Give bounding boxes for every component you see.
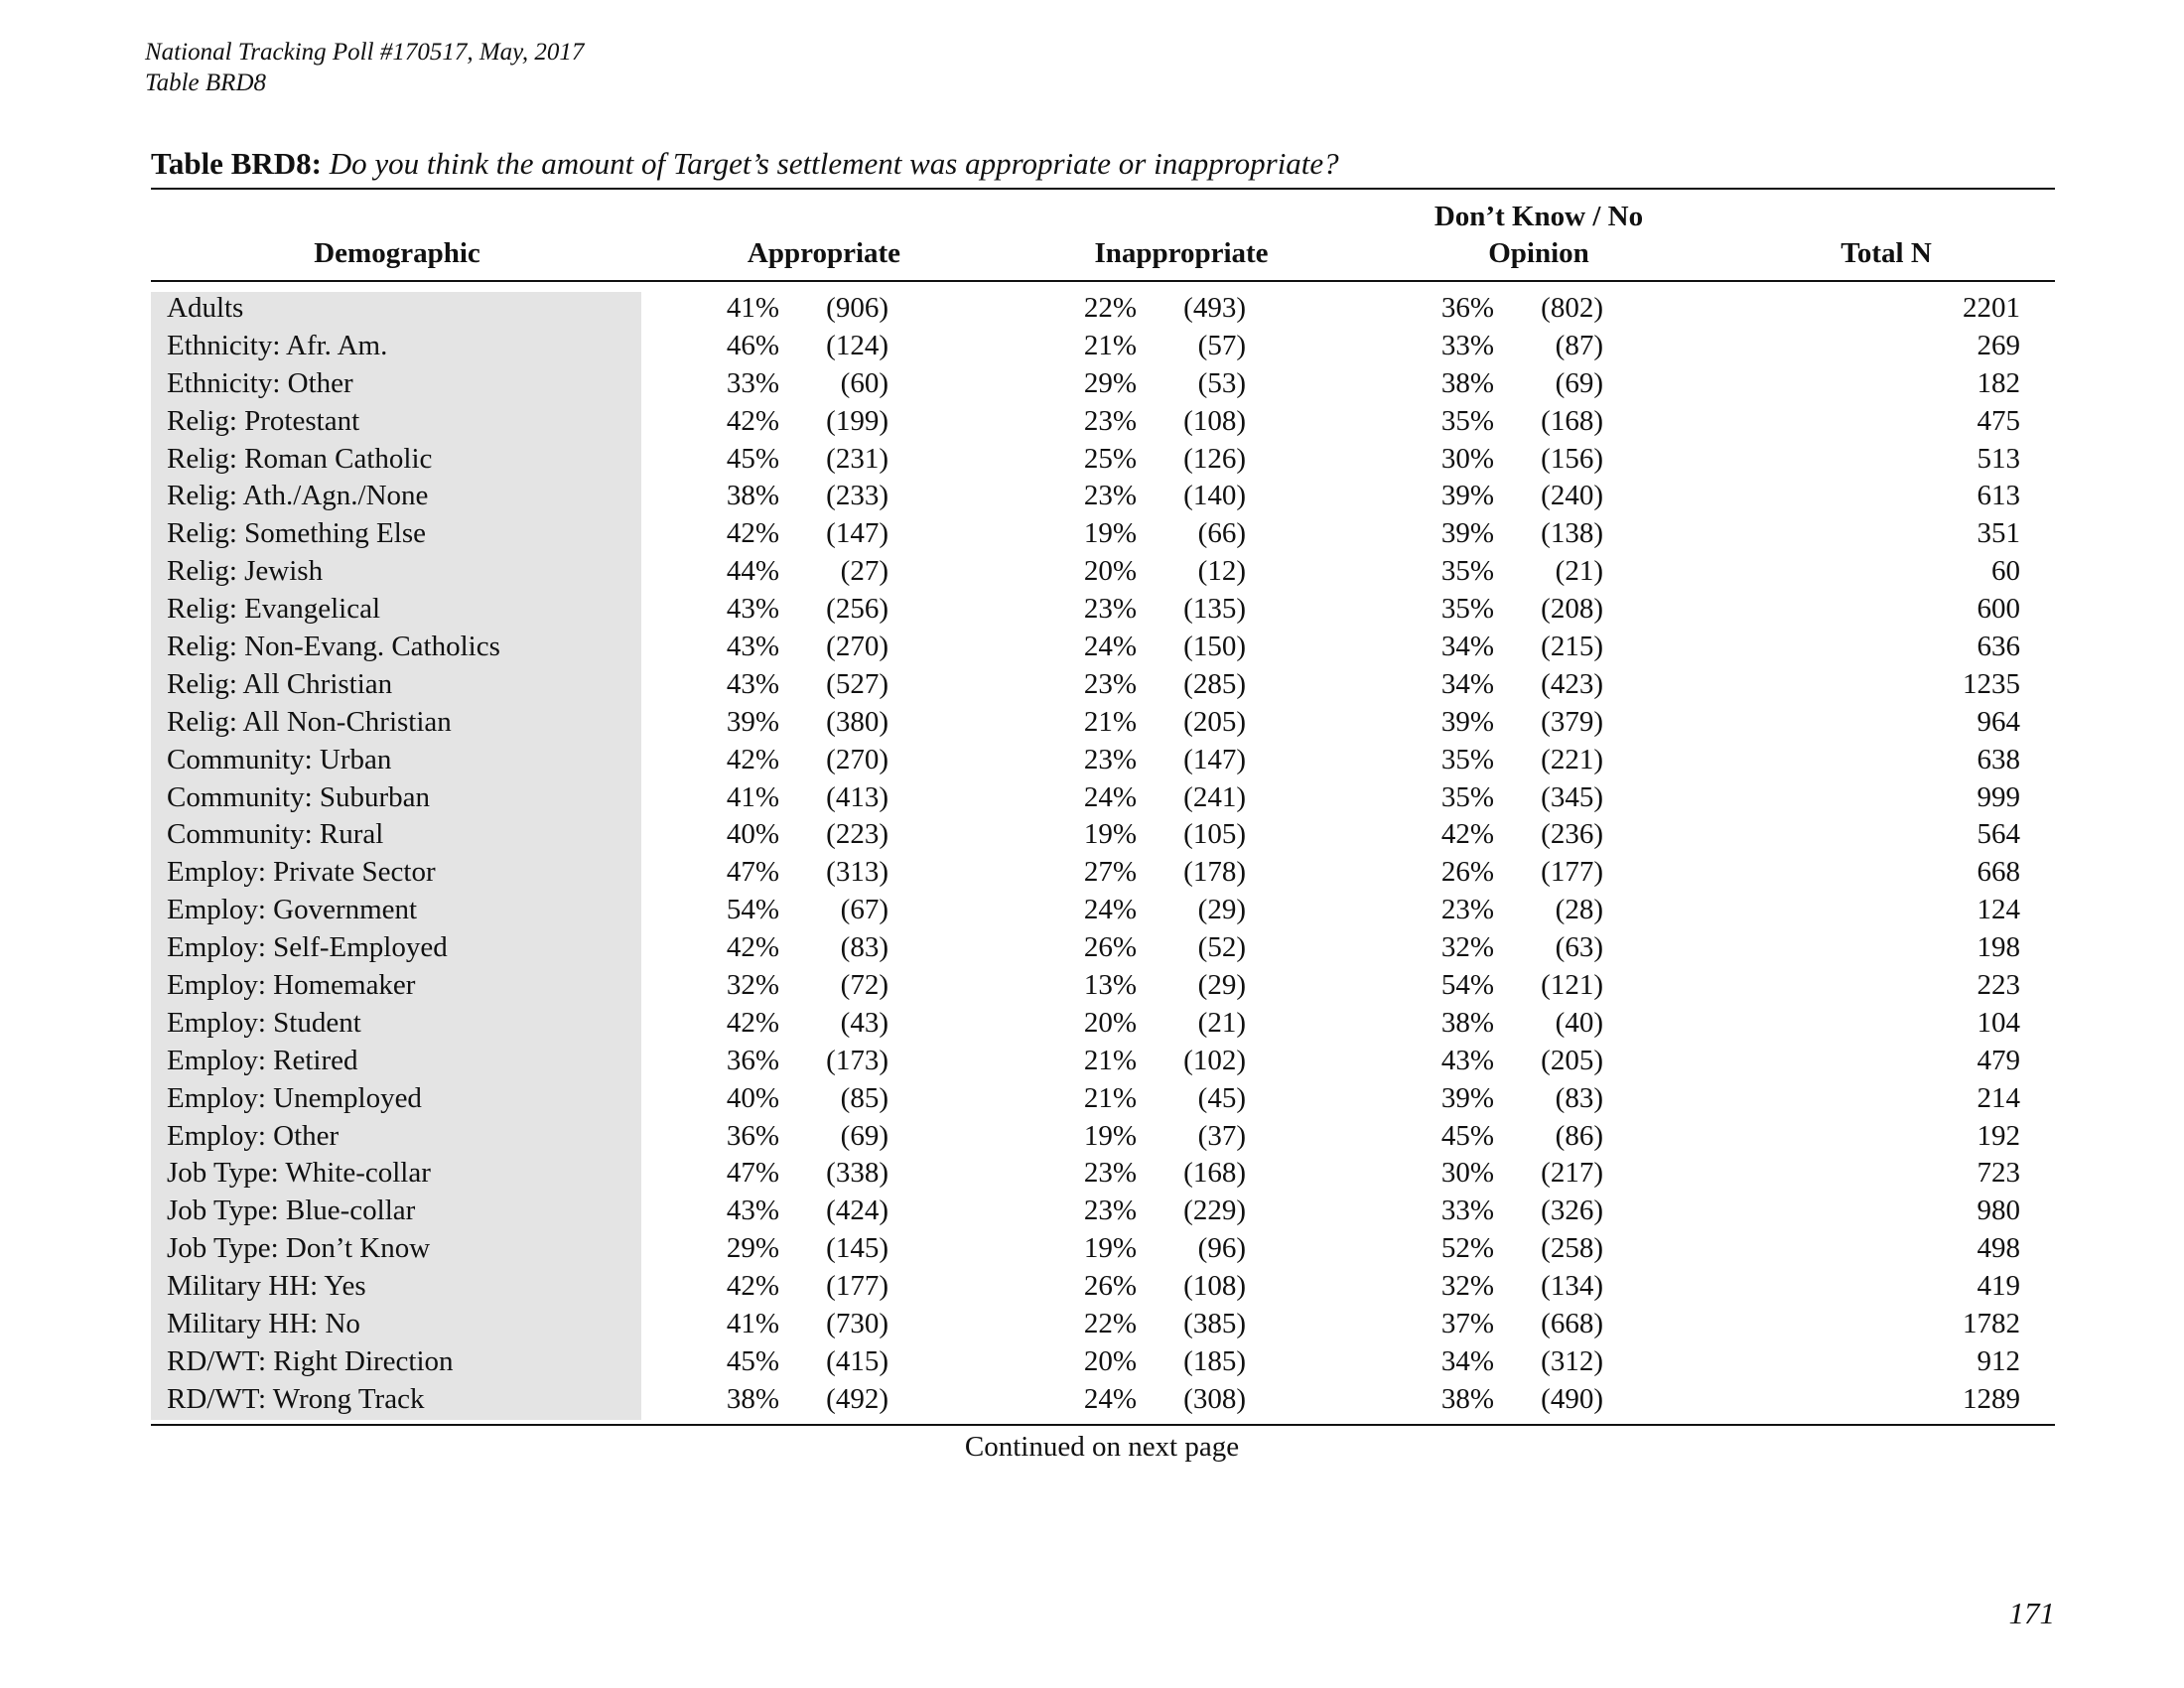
dont-know-n: (83): [1555, 1081, 1603, 1114]
inappropriate-n: (135): [1183, 593, 1246, 626]
total-n: 600: [1977, 593, 2020, 626]
appropriate-n: (85): [840, 1081, 888, 1114]
dont-know-n: (802): [1541, 292, 1603, 324]
table-row: [0, 853, 2184, 891]
row-label: Relig: Evangelical: [167, 593, 381, 626]
row-label: Employ: Other: [167, 1119, 340, 1152]
inappropriate-pct: 29%: [1083, 366, 1137, 399]
appropriate-n: (415): [826, 1344, 888, 1377]
dont-know-pct: 39%: [1440, 480, 1494, 512]
appropriate-n: (72): [840, 969, 888, 1002]
inappropriate-n: (29): [1197, 894, 1246, 926]
inappropriate-pct: 19%: [1083, 818, 1137, 851]
dont-know-n: (205): [1541, 1044, 1603, 1076]
continued-note: Continued on next page: [964, 1431, 1240, 1463]
appropriate-pct: 47%: [726, 1157, 779, 1190]
row-label: Relig: Something Else: [167, 517, 426, 550]
dont-know-pct: 26%: [1440, 856, 1494, 889]
inappropriate-n: (102): [1183, 1044, 1246, 1076]
total-n: 351: [1977, 517, 2020, 550]
row-label: Relig: Non-Evang. Catholics: [167, 631, 500, 663]
total-n: 636: [1977, 631, 2020, 663]
total-n: 964: [1977, 705, 2020, 738]
appropriate-pct: 54%: [726, 894, 779, 926]
dont-know-n: (215): [1541, 631, 1603, 663]
table-row: [0, 703, 2184, 741]
dont-know-pct: 42%: [1440, 818, 1494, 851]
inappropriate-pct: 19%: [1083, 1119, 1137, 1152]
table-row: [0, 514, 2184, 552]
dont-know-n: (28): [1555, 894, 1603, 926]
appropriate-pct: 32%: [726, 969, 779, 1002]
dont-know-pct: 33%: [1440, 1195, 1494, 1227]
inappropriate-pct: 20%: [1083, 1344, 1137, 1377]
inappropriate-n: (21): [1197, 1006, 1246, 1039]
dont-know-n: (87): [1555, 329, 1603, 361]
appropriate-n: (69): [840, 1119, 888, 1152]
column-header-total: Total N: [1841, 237, 1932, 269]
appropriate-pct: 40%: [726, 1081, 779, 1114]
table-row: [0, 1342, 2184, 1380]
table-row: [0, 1267, 2184, 1305]
table-row: [0, 741, 2184, 778]
inappropriate-pct: 27%: [1083, 856, 1137, 889]
total-n: 1289: [1963, 1382, 2020, 1415]
dont-know-n: (240): [1541, 480, 1603, 512]
total-n: 60: [1991, 555, 2020, 588]
total-n: 479: [1977, 1044, 2020, 1076]
inappropriate-n: (66): [1197, 517, 1246, 550]
appropriate-pct: 43%: [726, 1195, 779, 1227]
inappropriate-pct: 21%: [1083, 329, 1137, 361]
table-row: [0, 928, 2184, 966]
total-n: 513: [1977, 442, 2020, 475]
appropriate-pct: 42%: [726, 1270, 779, 1303]
dont-know-n: (40): [1555, 1006, 1603, 1039]
dont-know-pct: 35%: [1440, 593, 1494, 626]
total-n: 668: [1977, 856, 2020, 889]
appropriate-pct: 42%: [726, 517, 779, 550]
dont-know-pct: 54%: [1440, 969, 1494, 1002]
row-label: Job Type: White-collar: [167, 1157, 431, 1190]
row-label: Job Type: Blue-collar: [167, 1195, 416, 1227]
row-label: RD/WT: Right Direction: [167, 1344, 454, 1377]
row-label: Relig: All Non-Christian: [167, 705, 452, 738]
dont-know-n: (258): [1541, 1232, 1603, 1265]
dont-know-pct: 32%: [1440, 931, 1494, 964]
appropriate-n: (60): [840, 366, 888, 399]
dont-know-n: (121): [1541, 969, 1603, 1002]
table-row: [0, 966, 2184, 1004]
appropriate-pct: 41%: [726, 780, 779, 813]
row-label: Employ: Private Sector: [167, 856, 436, 889]
dont-know-pct: 35%: [1440, 780, 1494, 813]
table-title-question: Do you think the amount of Target’s settlement was appropriate or inappropriate?: [329, 146, 1339, 181]
inappropriate-n: (96): [1197, 1232, 1246, 1265]
appropriate-n: (906): [826, 292, 888, 324]
dont-know-pct: 35%: [1440, 404, 1494, 437]
inappropriate-n: (178): [1183, 856, 1246, 889]
dont-know-n: (134): [1541, 1270, 1603, 1303]
appropriate-pct: 45%: [726, 1344, 779, 1377]
inappropriate-pct: 21%: [1083, 705, 1137, 738]
row-label: Employ: Unemployed: [167, 1081, 422, 1114]
table-row: [0, 1229, 2184, 1267]
appropriate-n: (338): [826, 1157, 888, 1190]
dont-know-n: (168): [1541, 404, 1603, 437]
total-n: 192: [1977, 1119, 2020, 1152]
table-row: [0, 1380, 2184, 1418]
dont-know-n: (63): [1555, 931, 1603, 964]
row-label: Employ: Retired: [167, 1044, 358, 1076]
appropriate-n: (145): [826, 1232, 888, 1265]
inappropriate-n: (108): [1183, 404, 1246, 437]
row-label: Relig: Jewish: [167, 555, 324, 588]
appropriate-n: (43): [840, 1006, 888, 1039]
appropriate-n: (173): [826, 1044, 888, 1076]
appropriate-n: (413): [826, 780, 888, 813]
inappropriate-n: (12): [1197, 555, 1246, 588]
inappropriate-n: (285): [1183, 667, 1246, 700]
column-header-appropriate: Appropriate: [747, 237, 901, 269]
inappropriate-pct: 21%: [1083, 1081, 1137, 1114]
appropriate-pct: 40%: [726, 818, 779, 851]
table-row: [0, 815, 2184, 853]
appropriate-pct: 43%: [726, 667, 779, 700]
dont-know-pct: 30%: [1440, 442, 1494, 475]
appropriate-pct: 38%: [726, 1382, 779, 1415]
dont-know-pct: 38%: [1440, 366, 1494, 399]
appropriate-pct: 41%: [726, 1308, 779, 1340]
inappropriate-n: (140): [1183, 480, 1246, 512]
dont-know-pct: 38%: [1440, 1382, 1494, 1415]
appropriate-pct: 36%: [726, 1119, 779, 1152]
appropriate-pct: 45%: [726, 442, 779, 475]
inappropriate-pct: 23%: [1083, 404, 1137, 437]
appropriate-n: (199): [826, 404, 888, 437]
inappropriate-n: (147): [1183, 743, 1246, 775]
dont-know-pct: 34%: [1440, 1344, 1494, 1377]
row-label: Community: Urban: [167, 743, 392, 775]
dont-know-pct: 39%: [1440, 705, 1494, 738]
table-header-rule: [151, 280, 2055, 282]
table-row: [0, 477, 2184, 514]
table-row: [0, 891, 2184, 928]
page-number: 171: [2008, 1596, 2055, 1630]
inappropriate-pct: 23%: [1083, 1195, 1137, 1227]
dont-know-pct: 37%: [1440, 1308, 1494, 1340]
dont-know-pct: 52%: [1440, 1232, 1494, 1265]
inappropriate-n: (53): [1197, 366, 1246, 399]
total-n: 214: [1977, 1081, 2020, 1114]
row-label: Community: Rural: [167, 818, 384, 851]
inappropriate-pct: 20%: [1083, 555, 1137, 588]
inappropriate-pct: 25%: [1083, 442, 1137, 475]
appropriate-n: (730): [826, 1308, 888, 1340]
appropriate-n: (492): [826, 1382, 888, 1415]
appropriate-n: (147): [826, 517, 888, 550]
total-n: 638: [1977, 743, 2020, 775]
inappropriate-n: (308): [1183, 1382, 1246, 1415]
dont-know-n: (490): [1541, 1382, 1603, 1415]
row-label: Ethnicity: Other: [167, 366, 353, 399]
table-row: [0, 1004, 2184, 1042]
table-row: [0, 778, 2184, 816]
dont-know-n: (423): [1541, 667, 1603, 700]
inappropriate-n: (126): [1183, 442, 1246, 475]
dont-know-pct: 43%: [1440, 1044, 1494, 1076]
appropriate-pct: 38%: [726, 480, 779, 512]
row-label: Relig: Roman Catholic: [167, 442, 433, 475]
appropriate-n: (83): [840, 931, 888, 964]
dont-know-n: (21): [1555, 555, 1603, 588]
dont-know-n: (221): [1541, 743, 1603, 775]
dont-know-pct: 35%: [1440, 743, 1494, 775]
dont-know-n: (177): [1541, 856, 1603, 889]
total-n: 1782: [1963, 1308, 2020, 1340]
dont-know-n: (217): [1541, 1157, 1603, 1190]
column-header-demographic: Demographic: [314, 237, 480, 269]
column-header-dont-know-line2: Opinion: [1488, 237, 1589, 269]
appropriate-pct: 39%: [726, 705, 779, 738]
inappropriate-n: (493): [1183, 292, 1246, 324]
total-n: 498: [1977, 1232, 2020, 1265]
dont-know-pct: 45%: [1440, 1119, 1494, 1152]
appropriate-n: (380): [826, 705, 888, 738]
dont-know-pct: 39%: [1440, 1081, 1494, 1114]
dont-know-n: (236): [1541, 818, 1603, 851]
appropriate-n: (223): [826, 818, 888, 851]
inappropriate-pct: 22%: [1083, 292, 1137, 324]
dont-know-pct: 34%: [1440, 667, 1494, 700]
inappropriate-n: (37): [1197, 1119, 1246, 1152]
dont-know-n: (668): [1541, 1308, 1603, 1340]
inappropriate-n: (108): [1183, 1270, 1246, 1303]
inappropriate-pct: 24%: [1083, 780, 1137, 813]
appropriate-pct: 46%: [726, 329, 779, 361]
poll-header-table: Table BRD8: [145, 70, 266, 96]
dont-know-n: (156): [1541, 442, 1603, 475]
row-label: Relig: All Christian: [167, 667, 393, 700]
inappropriate-n: (150): [1183, 631, 1246, 663]
table-bottom-rule: [151, 1424, 2055, 1426]
total-n: 999: [1977, 780, 2020, 813]
table-body: [0, 289, 2184, 1418]
table-row: [0, 1154, 2184, 1192]
table-top-rule: [151, 188, 2055, 190]
dont-know-pct: 33%: [1440, 329, 1494, 361]
table-row: [0, 590, 2184, 628]
inappropriate-pct: 23%: [1083, 743, 1137, 775]
table-row: [0, 289, 2184, 327]
total-n: 223: [1977, 969, 2020, 1002]
inappropriate-pct: 13%: [1083, 969, 1137, 1002]
dont-know-n: (312): [1541, 1344, 1603, 1377]
appropriate-n: (233): [826, 480, 888, 512]
dont-know-n: (345): [1541, 780, 1603, 813]
total-n: 269: [1977, 329, 2020, 361]
row-label: RD/WT: Wrong Track: [167, 1382, 425, 1415]
appropriate-pct: 42%: [726, 931, 779, 964]
total-n: 124: [1977, 894, 2020, 926]
inappropriate-pct: 24%: [1083, 1382, 1137, 1415]
poll-header-title: National Tracking Poll #170517, May, 2017: [145, 39, 585, 66]
table-row: [0, 1117, 2184, 1155]
row-label: Ethnicity: Afr. Am.: [167, 329, 388, 361]
dont-know-pct: 38%: [1440, 1006, 1494, 1039]
row-label: Employ: Self-Employed: [167, 931, 448, 964]
inappropriate-n: (241): [1183, 780, 1246, 813]
table-row: [0, 628, 2184, 665]
appropriate-n: (231): [826, 442, 888, 475]
inappropriate-pct: 19%: [1083, 1232, 1137, 1265]
inappropriate-n: (57): [1197, 329, 1246, 361]
total-n: 419: [1977, 1270, 2020, 1303]
table-row: [0, 1042, 2184, 1079]
inappropriate-pct: 21%: [1083, 1044, 1137, 1076]
inappropriate-pct: 22%: [1083, 1308, 1137, 1340]
appropriate-n: (313): [826, 856, 888, 889]
dont-know-n: (379): [1541, 705, 1603, 738]
dont-know-n: (208): [1541, 593, 1603, 626]
table-title: [151, 145, 1339, 183]
dont-know-n: (138): [1541, 517, 1603, 550]
appropriate-pct: 42%: [726, 404, 779, 437]
appropriate-n: (270): [826, 743, 888, 775]
inappropriate-pct: 24%: [1083, 631, 1137, 663]
dont-know-pct: 36%: [1440, 292, 1494, 324]
inappropriate-n: (45): [1197, 1081, 1246, 1114]
inappropriate-pct: 23%: [1083, 593, 1137, 626]
dont-know-n: (69): [1555, 366, 1603, 399]
total-n: 2201: [1963, 292, 2020, 324]
inappropriate-pct: 26%: [1083, 931, 1137, 964]
row-label: Employ: Government: [167, 894, 418, 926]
table-row: [0, 1079, 2184, 1117]
dont-know-pct: 23%: [1440, 894, 1494, 926]
appropriate-pct: 36%: [726, 1044, 779, 1076]
inappropriate-n: (105): [1183, 818, 1246, 851]
row-label: Community: Suburban: [167, 780, 431, 813]
appropriate-pct: 42%: [726, 1006, 779, 1039]
appropriate-pct: 43%: [726, 593, 779, 626]
appropriate-pct: 47%: [726, 856, 779, 889]
appropriate-n: (67): [840, 894, 888, 926]
total-n: 613: [1977, 480, 2020, 512]
inappropriate-n: (168): [1183, 1157, 1246, 1190]
inappropriate-n: (52): [1197, 931, 1246, 964]
row-label: Job Type: Don’t Know: [167, 1232, 431, 1265]
table-row: [0, 327, 2184, 364]
dont-know-n: (326): [1541, 1195, 1603, 1227]
total-n: 723: [1977, 1157, 2020, 1190]
table-row: [0, 364, 2184, 402]
appropriate-n: (177): [826, 1270, 888, 1303]
table-row: [0, 1192, 2184, 1229]
inappropriate-n: (29): [1197, 969, 1246, 1002]
appropriate-n: (124): [826, 329, 888, 361]
dont-know-pct: 34%: [1440, 631, 1494, 663]
inappropriate-n: (385): [1183, 1308, 1246, 1340]
column-header-dont-know-line1: Don’t Know / No: [1433, 201, 1644, 232]
total-n: 1235: [1963, 667, 2020, 700]
inappropriate-pct: 23%: [1083, 480, 1137, 512]
total-n: 912: [1977, 1344, 2020, 1377]
appropriate-pct: 29%: [726, 1232, 779, 1265]
appropriate-n: (27): [840, 555, 888, 588]
inappropriate-pct: 26%: [1083, 1270, 1137, 1303]
dont-know-pct: 30%: [1440, 1157, 1494, 1190]
row-label: Adults: [167, 292, 244, 324]
inappropriate-pct: 23%: [1083, 1157, 1137, 1190]
appropriate-pct: 42%: [726, 743, 779, 775]
table-row: [0, 1305, 2184, 1342]
total-n: 182: [1977, 366, 2020, 399]
dont-know-n: (86): [1555, 1119, 1603, 1152]
total-n: 564: [1977, 818, 2020, 851]
dont-know-pct: 35%: [1440, 555, 1494, 588]
column-header-inappropriate: Inappropriate: [1094, 237, 1269, 269]
appropriate-pct: 43%: [726, 631, 779, 663]
inappropriate-n: (205): [1183, 705, 1246, 738]
table-row: [0, 665, 2184, 703]
inappropriate-pct: 24%: [1083, 894, 1137, 926]
row-label: Relig: Protestant: [167, 404, 360, 437]
row-label: Military HH: Yes: [167, 1270, 366, 1303]
appropriate-n: (527): [826, 667, 888, 700]
appropriate-n: (270): [826, 631, 888, 663]
appropriate-n: (424): [826, 1195, 888, 1227]
table-row: [0, 552, 2184, 590]
row-label: Employ: Homemaker: [167, 969, 416, 1002]
appropriate-pct: 44%: [726, 555, 779, 588]
total-n: 198: [1977, 931, 2020, 964]
row-label: Military HH: No: [167, 1308, 360, 1340]
inappropriate-n: (229): [1183, 1195, 1246, 1227]
dont-know-pct: 39%: [1440, 517, 1494, 550]
total-n: 980: [1977, 1195, 2020, 1227]
total-n: 475: [1977, 404, 2020, 437]
table-title-label: Table BRD8:: [151, 146, 322, 181]
appropriate-n: (256): [826, 593, 888, 626]
row-label: Employ: Student: [167, 1006, 361, 1039]
inappropriate-pct: 23%: [1083, 667, 1137, 700]
table-row: [0, 440, 2184, 478]
dont-know-pct: 32%: [1440, 1270, 1494, 1303]
total-n: 104: [1977, 1006, 2020, 1039]
appropriate-pct: 33%: [726, 366, 779, 399]
inappropriate-n: (185): [1183, 1344, 1246, 1377]
appropriate-pct: 41%: [726, 292, 779, 324]
row-label: Relig: Ath./Agn./None: [167, 480, 429, 512]
inappropriate-pct: 20%: [1083, 1006, 1137, 1039]
inappropriate-pct: 19%: [1083, 517, 1137, 550]
table-row: [0, 402, 2184, 440]
